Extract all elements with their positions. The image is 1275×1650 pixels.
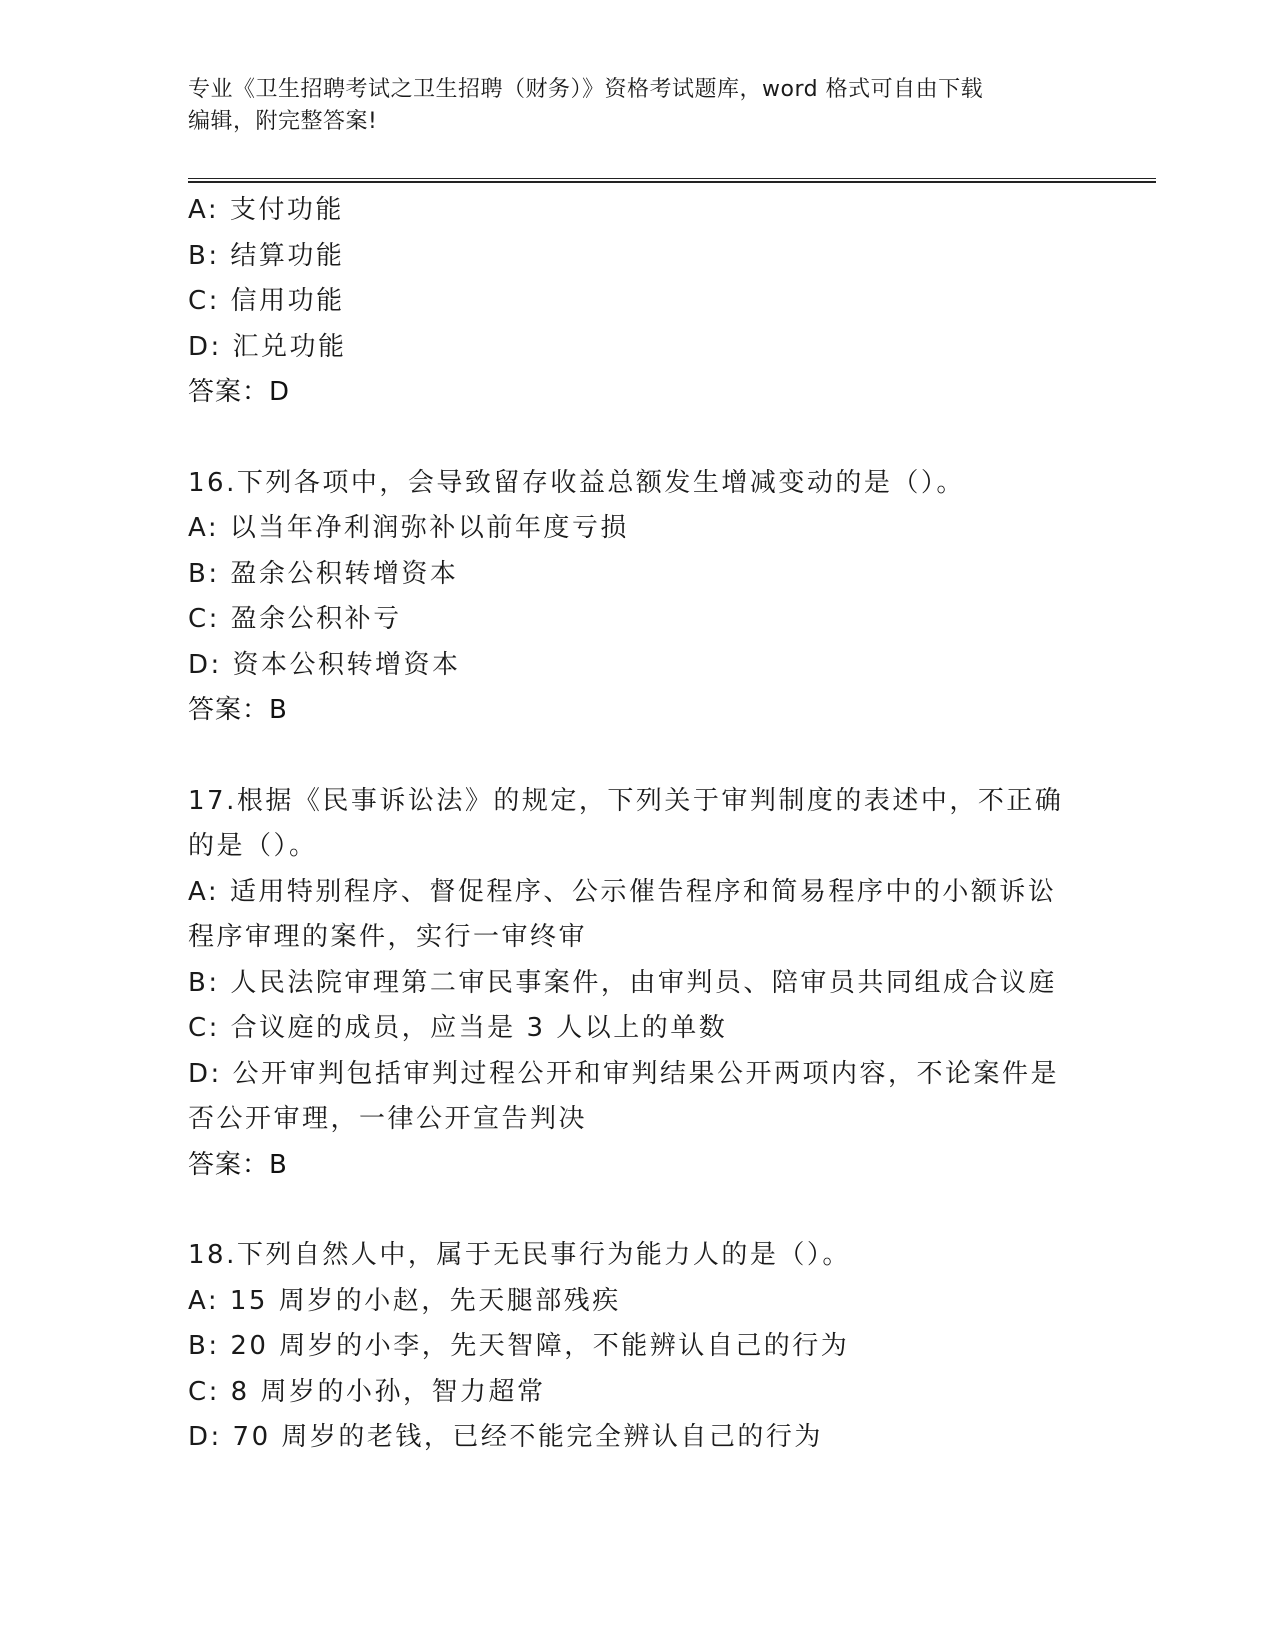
question-15-tail	[188, 188, 1088, 416]
option-a-line-1: A: 适用特别程序、督促程序、公示催告程序和简易程序中的小额诉讼	[188, 876, 1057, 907]
option-b: B: 盈余公积转增资本	[188, 558, 459, 589]
option-a: A: 以当年净利润弥补以前年度亏损	[188, 513, 629, 543]
option-b: B: 20 周岁的小李，先天智障，不能辨认自己的行为	[188, 1331, 850, 1361]
question-18	[188, 1233, 1088, 1461]
option-a-line-2: 程序审理的案件，实行一审终审	[188, 922, 588, 952]
answer-label: 答案：D	[188, 377, 291, 407]
option-d: D: 资本公积转增资本	[188, 649, 461, 680]
option-a: A: 15 周岁的小赵，先天腿部残疾	[188, 1285, 621, 1316]
question-16	[188, 461, 1088, 734]
question-stem-line-1: 17.根据《民事诉讼法》的规定，下列关于审判制度的表述中，不正确	[188, 785, 1064, 816]
header-title-line-2: 编辑，附完整答案!	[188, 109, 378, 134]
header-divider	[188, 178, 1156, 183]
option-b: B: 结算功能	[188, 240, 345, 271]
option-c: C: 盈余公积补亏	[188, 604, 402, 634]
question-spacer	[188, 1188, 1088, 1233]
option-d: D: 70 周岁的老钱，已经不能完全辨认自己的行为	[188, 1422, 823, 1452]
option-c: C: 合议庭的成员，应当是 3 人以上的单数	[188, 1013, 728, 1043]
option-d: D: 汇兑功能	[188, 331, 347, 362]
question-stem: 18.下列自然人中，属于无民事行为能力人的是（）。	[188, 1240, 851, 1270]
answer-label: 答案：B	[188, 1149, 288, 1180]
option-c: C: 8 周岁的小孙，智力超常	[188, 1376, 546, 1407]
question-spacer	[188, 734, 1088, 779]
header-title-line-1: 专业《卫生招聘考试之卫生招聘（财务）》资格考试题库，word 格式可自由下载	[188, 77, 984, 102]
option-d-line-2: 否公开审理，一律公开宣告判决	[188, 1104, 588, 1134]
option-b: B: 人民法院审理第二审民事案件，由审判员、陪审员共同组成合议庭	[188, 967, 1057, 998]
option-d-line-1: D: 公开审判包括审判过程公开和审判结果公开两项内容，不论案件是	[188, 1058, 1060, 1089]
question-spacer	[188, 416, 1088, 461]
question-stem: 16.下列各项中，会导致留存收益总额发生增减变动的是（）。	[188, 467, 965, 498]
question-17	[188, 779, 1088, 1189]
option-a: A: 支付功能	[188, 195, 344, 225]
answer-label: 答案：B	[188, 695, 288, 725]
question-list	[188, 188, 1088, 1461]
option-c: C: 信用功能	[188, 286, 345, 316]
question-stem-line-2: 的是（）。	[188, 831, 318, 861]
document-header	[188, 74, 1068, 138]
